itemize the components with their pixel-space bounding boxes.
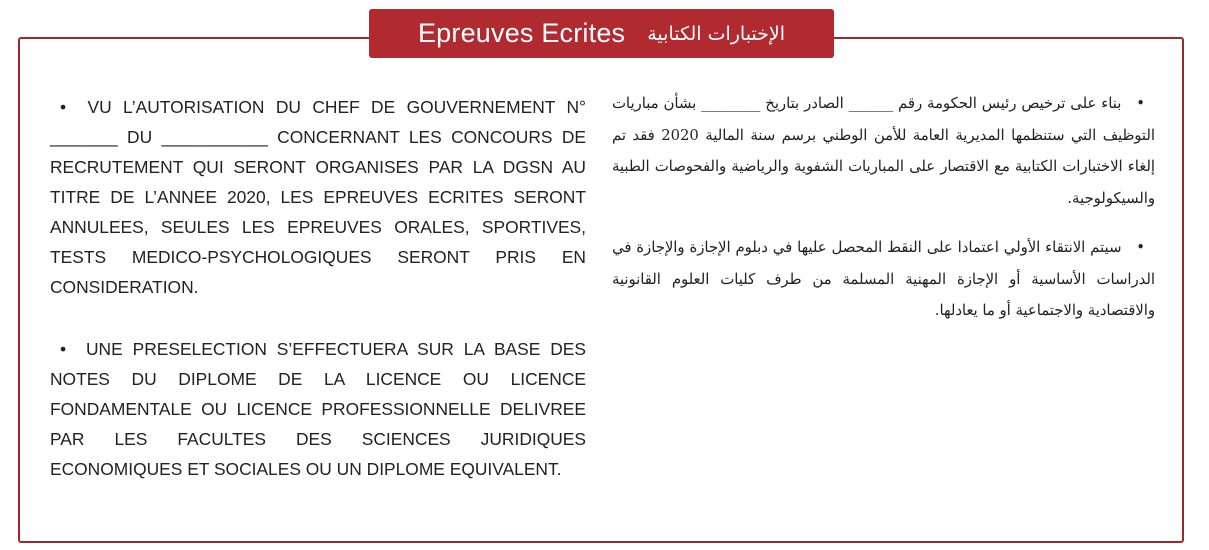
bullet-icon: •: [1136, 95, 1145, 112]
bullet-icon: •: [60, 97, 67, 117]
section-title-french: Epreuves Ecrites: [417, 18, 626, 48]
arabic-item-text: سيتم الانتقاء الأولي اعتمادا على النقط المحصل عليها في دبلوم الإجازة والإجازة في الدراسات الأساسية أو الإجازة المهنية المسلمة من طرف كليات العلوم القانونية والاقتصادية والاجتماعية أو ما يعادلها.: [612, 239, 1155, 319]
section-title-arabic: الإختبارات الكتابية: [647, 22, 786, 45]
section-title-tab: [369, 9, 834, 58]
french-item-text: UNE PRESELECTION S’EFFECTUERA SUR LA BASE DES NOTES DU DIPLOME DE LA LICENCE OU LICENCE FONDAMENTALE OU LICENCE PROFESSIONNELLE DELIVREE PAR LES FACULTES DES SCIENCES JURIDIQUES ECONOMIQUES ET SOCIALES OU UN DIPLOME EQUIVALENT.: [50, 339, 586, 479]
arabic-item-text: بناء على ترخيص رئيس الحكومة رقم ______ الصادر بتاريخ ________ بشأن مباريات التوظيف التي ستنظمها المديرية العامة للأمن الوطني برسم سنة المالية 2020 فقد تم إلغاء الاختبارات الكتابية مع الاقتصار على المباريات الشفوية والرياضية والفحوصات الطبية والسيكولوجية.: [612, 95, 1155, 207]
arabic-column: [612, 88, 1155, 327]
french-column: [50, 92, 586, 484]
bullet-icon: •: [1136, 239, 1145, 256]
french-list-item: [50, 334, 586, 484]
arabic-list-item: [612, 232, 1155, 327]
french-list-item: [50, 92, 586, 302]
arabic-list-item: [612, 88, 1155, 214]
bullet-icon: •: [60, 339, 67, 359]
french-item-text: VU L’AUTORISATION DU CHEF DE GOUVERNEMENT N° _______ DU ___________ CONCERNANT LES CONCOURS DE RECRUTEMENT QUI SERONT ORGANISES PAR LA DGSN AU TITRE DE L’ANNEE 2020, LES EPREUVES ECRITES SERONT ANNULEES, SEULES LES EPREUVES ORALES, SPORTIVES, TESTS MEDICO-PSYCHOLOGIQUES SERONT PRIS EN CONSIDERATION.: [50, 97, 586, 297]
